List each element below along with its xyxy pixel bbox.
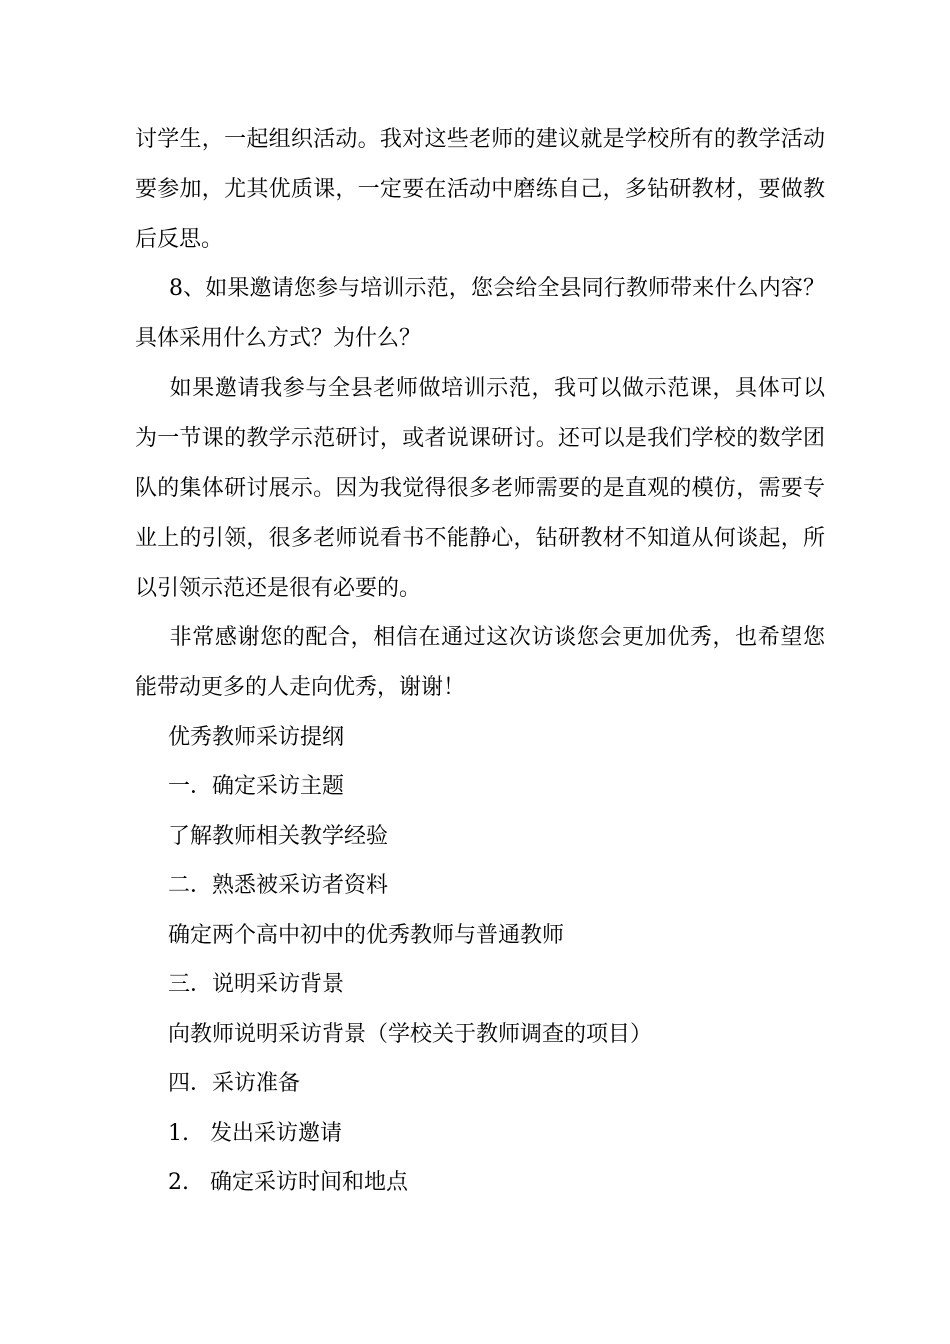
list-item [168, 1109, 342, 1159]
section-body-1: 了解教师相关教学经验 [168, 824, 389, 849]
list-item [168, 1158, 408, 1208]
paragraph-text: 8、如果邀请您参与培训示范，您会给全县同行教师带来什么内容？具体采用什么方式？为什么？ [135, 276, 825, 351]
section-heading-2: 二．熟悉被采访者资料 [168, 873, 389, 898]
paragraph-answer-8 [135, 364, 825, 614]
section-heading-1: 一．确定采访主题 [168, 774, 345, 799]
outline-title: 优秀教师采访提纲 [168, 725, 345, 750]
paragraph-closing [135, 613, 825, 713]
paragraph-continuation [135, 115, 825, 265]
section-body-3: 向教师说明采访背景（学校关于教师调查的项目） [168, 1022, 653, 1047]
paragraph-text: 如果邀请我参与全县老师做培训示范，我可以做示范课，具体可以为一节课的教学示范研讨，或者说课研讨。还可以是我们学校的数学团队的集体研讨展示。因为我觉得很多老师需要的是直观的模仿，需要专业上的引领，很多老师说看书不能静心，钻研教材不知道从何谈起，所以引领示范还是很有必要的。 [135, 376, 825, 601]
list-item-number: 2. [168, 1170, 189, 1195]
section-heading-3: 三．说明采访背景 [168, 972, 345, 997]
list-item-number: 1. [168, 1121, 189, 1146]
paragraph-question-8 [135, 264, 825, 364]
paragraph-text: 讨学生，一起组织活动。我对这些老师的建议就是学校所有的教学活动要参加，尤其优质课，一定要在活动中磨练自己，多钻研教材，要做教后反思。 [135, 127, 825, 252]
list-item-text: 发出采访邀请 [210, 1121, 343, 1146]
section-body-2: 确定两个高中初中的优秀教师与普通教师 [168, 923, 565, 948]
section-heading-4: 四．采访准备 [168, 1071, 301, 1096]
list-item-text: 确定采访时间和地点 [210, 1170, 409, 1195]
paragraph-text: 非常感谢您的配合，相信在通过这次访谈您会更加优秀，也希望您能带动更多的人走向优秀，谢谢！ [135, 625, 825, 700]
